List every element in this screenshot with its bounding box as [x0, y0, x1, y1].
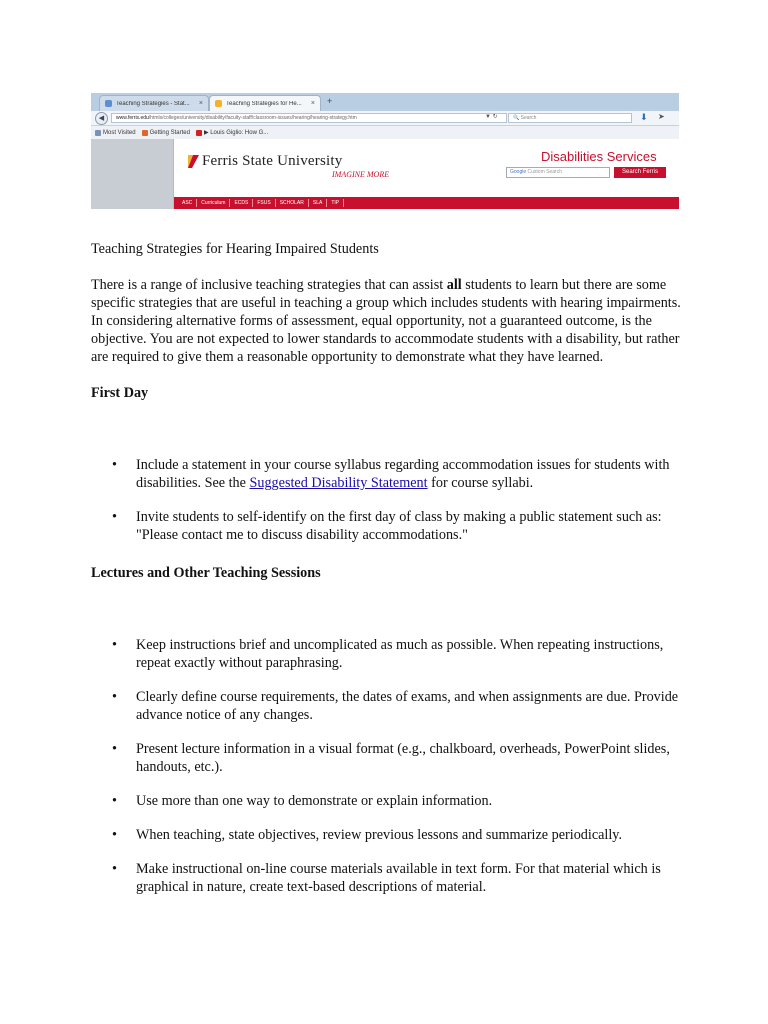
browser-content: [91, 139, 679, 209]
url-host: www.ferris.edu: [116, 115, 149, 121]
bookmark-most-visited[interactable]: [95, 130, 136, 136]
university-tagline: IMAGINE MORE: [332, 170, 390, 179]
list-item: [91, 508, 691, 544]
send-icon[interactable]: ➤: [658, 112, 665, 121]
list-item: • Present lecture information in a visual format (e.g., chalkboard, overheads, PowerPoint slides, handouts, etc.).: [91, 740, 691, 776]
google-label: Google: [510, 169, 527, 175]
browser-search-input[interactable]: 🔍 Search: [508, 113, 632, 123]
bookmarks-bar: [91, 126, 679, 139]
browser-search-placeholder: Search: [520, 115, 537, 121]
navigation-bar: [91, 111, 679, 126]
site-nav-asc[interactable]: ASC: [178, 199, 197, 207]
list-item: • Clearly define course requirements, the dates of exams, and when assignments are due. Provide advance notice of any changes.: [91, 688, 691, 724]
intro-text: There is a range of inclusive teaching strategies that can assist: [91, 277, 447, 293]
search-ferris-button[interactable]: Search Ferris: [614, 167, 666, 178]
close-icon[interactable]: ×: [310, 100, 315, 107]
list-item: • When teaching, state objectives, review previous lessons and summarize periodically.: [91, 826, 691, 844]
lectures-list: [91, 636, 691, 896]
suggested-disability-statement-link[interactable]: Suggested Disability Statement: [249, 475, 428, 491]
bookmarks-icon: [95, 130, 101, 136]
site-nav-ecds[interactable]: ECDS: [230, 199, 253, 207]
university-name[interactable]: Ferris State University: [202, 153, 343, 169]
intro-paragraph: [91, 276, 691, 366]
youtube-icon: [196, 130, 202, 136]
tab-teaching-strategies-stat[interactable]: [99, 95, 209, 111]
site-search-placeholder: Custom Search: [527, 169, 562, 175]
intro-text: students to learn but there are some specific strategies that are useful in teaching a group which includes students with hearing impairments. In considering alternative forms of assessment, equal opportunity, not a guaranteed outcome, is the objective. You are not expected to lower standards to accommodate students with a disability, but rather are required to give them a reasonable opportunity to demonstrate what they have learned.: [91, 277, 681, 365]
first-day-heading: First Day: [91, 385, 149, 401]
bookmark-label: ▶ Louis Giglio: How G...: [203, 130, 269, 136]
url-path: /htmls/colleges/university/disability/faculty-staff/classroom-issues/hearing/hearing-strategy.htm: [148, 115, 357, 121]
list-item-text: Include a statement in your course syllabus regarding accommodation issues for students with disabilities. See the: [136, 457, 670, 491]
reload-icon[interactable]: ▼ ↻: [485, 114, 498, 120]
list-item: [91, 456, 691, 492]
bookmark-label: Getting Started: [149, 129, 190, 136]
list-item: • Keep instructions brief and uncomplicated as much as possible. When repeating instructions, repeat exactly without paraphrasing.: [91, 636, 691, 672]
bookmark-getting-started[interactable]: [142, 130, 190, 136]
tab-label: Teaching Strategies for He...: [226, 100, 302, 107]
list-item: • Use more than one way to demonstrate or explain information.: [91, 792, 691, 810]
browser-screenshot: [91, 93, 679, 209]
bookmark-louis-giglio[interactable]: [196, 129, 268, 136]
bookmark-label: Most Visited: [103, 129, 136, 136]
department-title[interactable]: Disabilities Services: [541, 149, 657, 164]
firefox-icon: [142, 130, 148, 136]
site-nav-tip[interactable]: TIP: [327, 199, 344, 207]
tab-bar: [91, 93, 679, 111]
site-nav-sla[interactable]: SLA: [309, 199, 327, 207]
ferris-logo-icon: [188, 155, 199, 168]
site-nav-fsus[interactable]: FSUS: [253, 199, 275, 207]
globe-icon: [105, 100, 112, 107]
ferris-logo-icon: [215, 100, 222, 107]
site-nav-curriculum[interactable]: Curriculum: [197, 199, 230, 207]
ferris-site-header: [173, 139, 679, 209]
tab-teaching-strategies-hearing[interactable]: [209, 95, 321, 111]
site-nav: [174, 197, 679, 209]
address-bar[interactable]: [111, 113, 507, 123]
intro-bold: all: [446, 277, 462, 293]
tab-label: Teaching Strategies - Stat...: [116, 100, 190, 107]
list-item: • Make instructional on-line course materials available in text form. For that material which is graphical in nature, create text-based descriptions of material.: [91, 860, 691, 896]
site-search-input[interactable]: [506, 167, 610, 178]
site-nav-scholar[interactable]: SCHOLAR: [276, 199, 309, 207]
lectures-heading: Lectures and Other Teaching Sessions: [91, 565, 321, 581]
article-title: Teaching Strategies for Hearing Impaired Students: [91, 241, 379, 257]
download-icon[interactable]: ⬇: [640, 112, 648, 122]
close-icon[interactable]: ×: [198, 100, 203, 107]
list-item-text: for course syllabi.: [427, 475, 534, 491]
new-tab-button[interactable]: +: [327, 96, 333, 106]
back-button[interactable]: ◀: [95, 112, 108, 125]
article: [91, 240, 691, 912]
first-day-list: [91, 456, 691, 544]
list-item-text: Invite students to self-identify on the first day of class by making a public statement such as: "Please contact me to discuss disability accommodations.": [136, 509, 662, 543]
